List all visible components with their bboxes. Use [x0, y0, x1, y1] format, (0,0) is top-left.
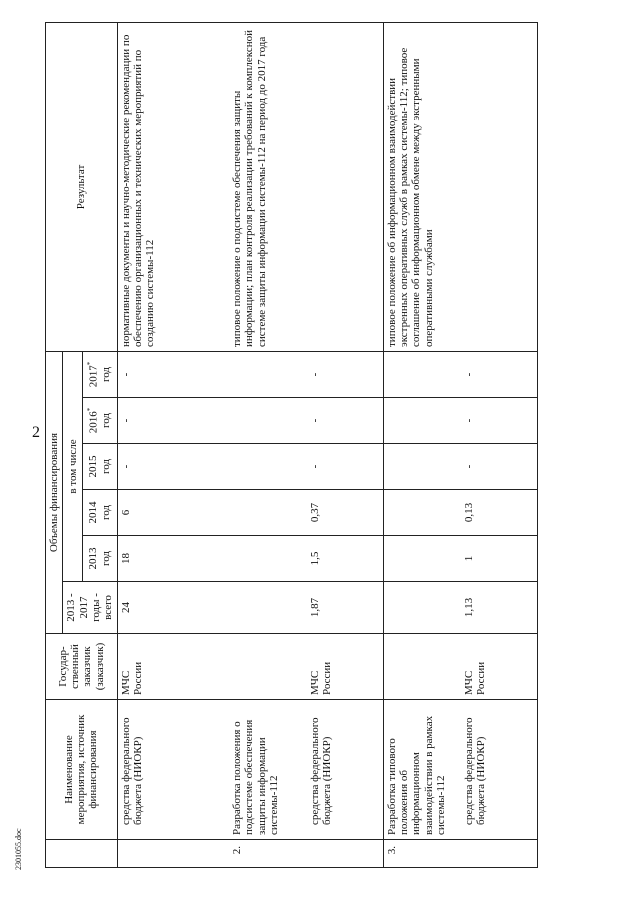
header-including: в том числе — [63, 352, 83, 582]
row-result: нормативные документы и научно-методические рекомендации по обеспечению организационных и технических мероприятий по созданию системы-112 — [117, 23, 229, 352]
row-2017: - — [307, 352, 383, 398]
header-total: 2013 - 2017 годы - всего — [63, 582, 117, 634]
page-number: 2 — [32, 424, 40, 441]
header-row-1 — [46, 23, 63, 868]
row-index: 2. — [229, 840, 307, 868]
table-row — [461, 23, 537, 868]
row-customer: МЧС России — [117, 634, 229, 700]
header-index — [46, 840, 118, 868]
header-result: Результат — [46, 23, 118, 352]
row-2015: - — [117, 444, 229, 490]
row-2016: - — [307, 398, 383, 444]
row-2013: 1,5 — [307, 536, 383, 582]
row-customer: МЧС России — [307, 634, 383, 700]
header-volumes: Объемы финансирования — [46, 352, 63, 634]
financing-table — [45, 22, 538, 868]
row-total: 1,87 — [307, 582, 383, 634]
row-total: 1,13 — [461, 582, 537, 634]
row-source: средства федерального бюджета (НИОКР) — [461, 700, 537, 840]
row-index: 3. — [383, 840, 461, 868]
table-row — [117, 23, 229, 868]
row-2017: - — [461, 352, 537, 398]
table-row — [229, 23, 307, 868]
row-source: средства федерального бюджета (НИОКР) — [117, 700, 229, 840]
row-2017: - — [117, 352, 229, 398]
row-customer: МЧС России — [461, 634, 537, 700]
row-total: 24 — [117, 582, 229, 634]
row-2014: 0,13 — [461, 490, 537, 536]
row-2015: - — [461, 444, 537, 490]
row-2013: 1 — [461, 536, 537, 582]
header-customer: Государ-ственный заказчик (заказчик) — [46, 634, 118, 700]
table-row — [383, 23, 461, 868]
row-name: Разработка положения о подсистеме обеспечения защиты информации системы-112 — [229, 700, 307, 840]
header-name: Наименование мероприятия, источник финансирования — [46, 700, 118, 840]
row-result: типовое положение о подсистеме обеспечения защиты информации; план контроля реализации требований к комплексной системе защиты информации системы-112 на период до 2017 года — [229, 23, 307, 352]
header-2013: 2013 год — [83, 536, 118, 582]
header-2017: 2017* год — [83, 352, 118, 398]
header-2016: 2016* год — [83, 398, 118, 444]
table-row — [307, 23, 383, 868]
row-2013: 18 — [117, 536, 229, 582]
row-result: типовое положение об информационном взаимодействии экстренных оперативных служб в рамках системы-112; типовое соглашение об информационном обмене между экстренными оперативными службами — [383, 23, 461, 352]
row-name: Разработка типового положения об информационном взаимодействии в рамках системы-112 — [383, 700, 461, 840]
header-2015: 2015 год — [83, 444, 118, 490]
row-2014: 0,37 — [307, 490, 383, 536]
header-2014: 2014 год — [83, 490, 118, 536]
row-2015: - — [307, 444, 383, 490]
row-2016: - — [117, 398, 229, 444]
row-index — [117, 840, 229, 868]
footer-filename: 2301055.doc — [14, 828, 23, 870]
row-source: средства федерального бюджета (НИОКР) — [307, 700, 383, 840]
row-2014: 6 — [117, 490, 229, 536]
rotated-page — [45, 23, 505, 868]
row-2016: - — [461, 398, 537, 444]
